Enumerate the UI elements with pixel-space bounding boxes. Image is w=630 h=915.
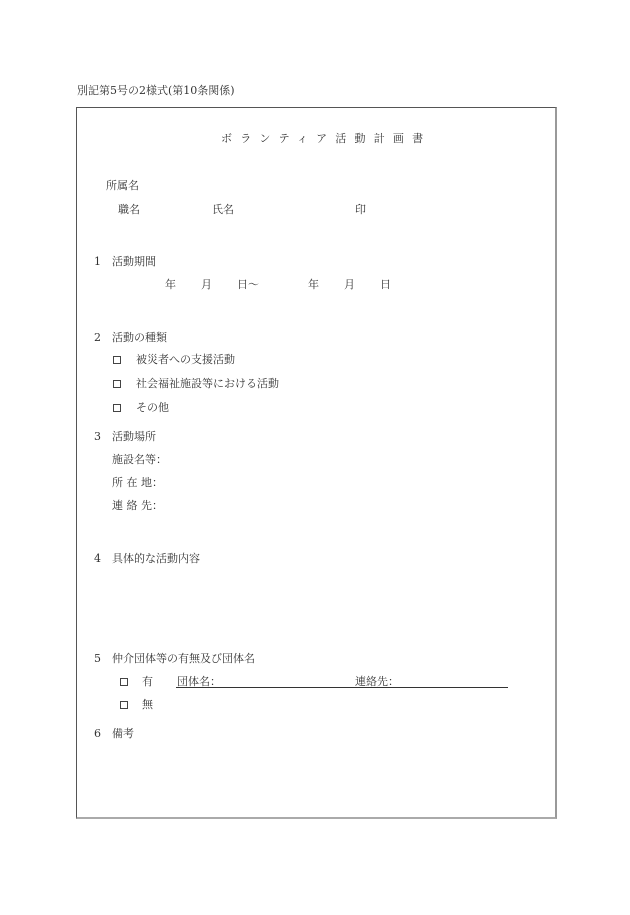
org-info-underline[interactable] [176, 687, 508, 688]
seal-label: 印 [355, 203, 366, 216]
section-2-heading: 活動の種類 [112, 331, 167, 344]
document-title: ボランティア活動計画書 [221, 132, 432, 145]
address-label: 所 在 地： [112, 476, 163, 489]
intermediary-no-checkbox[interactable] [120, 700, 128, 711]
form-reference-label: 別記第5号の2様式(第10条関係) [77, 84, 235, 97]
checkbox-icon [120, 678, 128, 686]
org-contact-label: 連絡先： [355, 675, 399, 688]
period-year-from: 年 [165, 278, 176, 291]
section-5-number: 5 [94, 652, 101, 665]
intermediary-no-label: 無 [142, 698, 153, 711]
name-label: 氏名 [212, 203, 234, 216]
facility-name-label: 施設名等： [112, 453, 167, 466]
section-6-heading: 備考 [112, 727, 134, 740]
affiliation-label: 所属名 [106, 179, 139, 192]
intermediary-yes-checkbox[interactable] [120, 677, 128, 688]
activity-option-other-label: その他 [136, 401, 169, 414]
section-4-heading: 具体的な活動内容 [112, 552, 200, 565]
checkbox-icon [113, 380, 121, 388]
period-month-to: 月 [344, 278, 355, 291]
activity-option-other-checkbox[interactable] [113, 403, 121, 414]
section-3-number: 3 [94, 430, 101, 443]
checkbox-icon [113, 404, 121, 412]
activity-option-welfare-checkbox[interactable] [113, 379, 121, 390]
org-name-label: 団体名： [177, 675, 221, 688]
section-6-number: 6 [94, 727, 101, 740]
checkbox-icon [113, 356, 121, 364]
period-year-to: 年 [308, 278, 319, 291]
activity-option-disaster-label: 被災者への支援活動 [136, 353, 235, 366]
section-5-heading: 仲介団体等の有無及び団体名 [112, 652, 255, 665]
period-day-to: 日 [380, 278, 391, 291]
intermediary-yes-label: 有 [142, 675, 153, 688]
period-month-from: 月 [201, 278, 212, 291]
activity-option-disaster-checkbox[interactable] [113, 355, 121, 366]
section-3-heading: 活動場所 [112, 430, 156, 443]
activity-option-welfare-label: 社会福祉施設等における活動 [136, 377, 279, 390]
period-day-from: 日～ [237, 278, 259, 291]
section-1-heading: 活動期間 [112, 255, 156, 268]
contact-label: 連 絡 先： [112, 499, 163, 512]
position-label: 職名 [118, 203, 140, 216]
section-4-number: 4 [94, 552, 101, 565]
section-1-number: 1 [94, 255, 101, 268]
section-2-number: 2 [94, 331, 101, 344]
checkbox-icon [120, 701, 128, 709]
